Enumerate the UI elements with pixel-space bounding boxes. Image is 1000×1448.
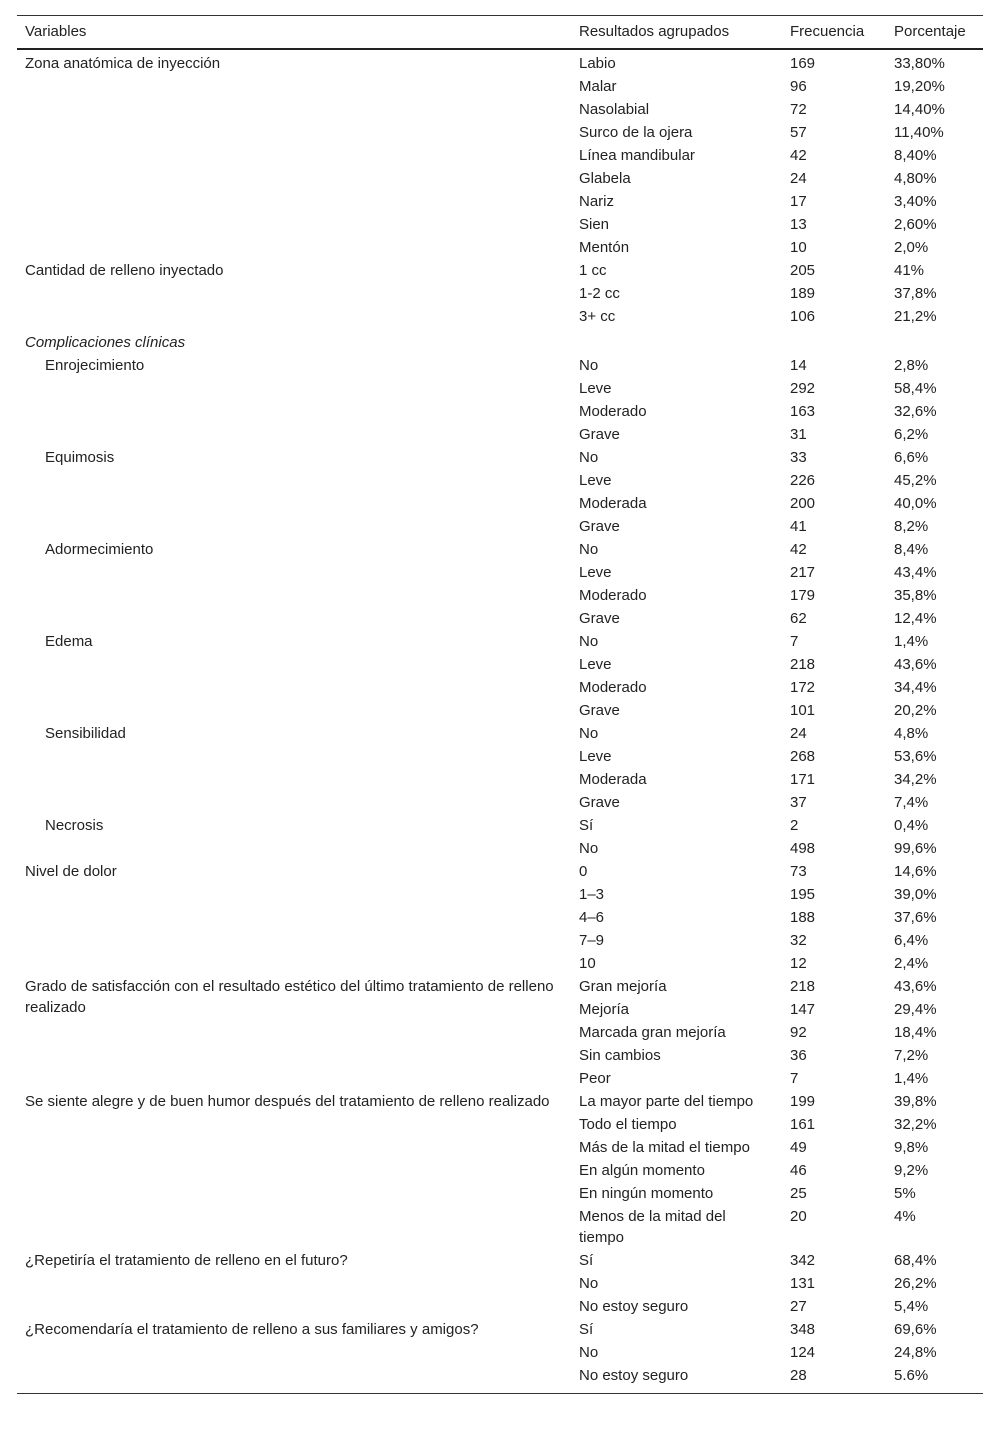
frequency-cell: 199 — [790, 1093, 816, 1110]
header-variables: Variables — [25, 23, 87, 40]
result-cell: Leve — [579, 748, 612, 765]
result-cell: Más de la mitad el tiempo — [579, 1139, 750, 1156]
table-row — [17, 1318, 983, 1341]
percentage-cell: 7,2% — [894, 1047, 929, 1064]
frequency-cell: 169 — [790, 55, 816, 72]
percentage-cell: 32,2% — [894, 1116, 937, 1133]
header-row — [17, 16, 983, 50]
percentage-cell: 9,2% — [894, 1162, 929, 1179]
frequency-cell: 12 — [790, 955, 807, 972]
percentage-cell: 1,4% — [894, 633, 929, 650]
result-cell: No — [579, 633, 599, 650]
frequency-cell: 268 — [790, 748, 816, 765]
frequency-cell: 124 — [790, 1344, 816, 1361]
frequency-cell: 33 — [790, 449, 807, 466]
result-cell: Glabela — [579, 170, 631, 187]
table-row — [17, 49, 983, 75]
result-cell: No — [579, 725, 599, 742]
result-cell: Peor — [579, 1070, 611, 1087]
frequency-cell: 57 — [790, 124, 807, 141]
result-cell: Leve — [579, 564, 612, 581]
result-cell: Mentón — [579, 239, 630, 256]
result-cell: 4–6 — [579, 909, 605, 926]
frequency-cell: 32 — [790, 932, 807, 949]
percentage-cell: 8,2% — [894, 518, 929, 535]
frequency-cell: 163 — [790, 403, 816, 420]
percentage-cell: 5,4% — [894, 1298, 929, 1315]
frequency-cell: 7 — [790, 1070, 799, 1087]
percentage-cell: 37,8% — [894, 285, 937, 302]
frequency-cell: 73 — [790, 863, 807, 880]
empty-cell — [571, 328, 782, 354]
variable-cell: ¿Recomendaría el tratamiento de relleno a sus familiares y amigos? — [25, 1321, 479, 1338]
variable-cell: Se siente alegre y de buen humor después del tratamiento de relleno realizado — [25, 1093, 550, 1110]
frequency-cell: 101 — [790, 702, 816, 719]
variable-cell: Grado de satisfacción con el resultado estético del último tratamiento de relleno realizado — [25, 978, 554, 1016]
frequency-cell: 37 — [790, 794, 807, 811]
table-row — [17, 259, 983, 282]
section-heading: Complicaciones clínicas — [25, 334, 186, 351]
frequency-cell: 42 — [790, 147, 807, 164]
result-cell: Nasolabial — [579, 101, 650, 118]
variable-cell: ¿Repetiría el tratamiento de relleno en el futuro? — [25, 1252, 348, 1269]
frequency-cell: 218 — [790, 656, 816, 673]
result-cell: En ningún momento — [579, 1185, 714, 1202]
frequency-cell: 200 — [790, 495, 816, 512]
percentage-cell: 12,4% — [894, 610, 937, 627]
result-cell: Gran mejoría — [579, 978, 667, 995]
section-heading-row — [17, 328, 983, 354]
table-row — [17, 814, 983, 837]
percentage-cell: 14,40% — [894, 101, 945, 118]
frequency-cell: 14 — [790, 357, 807, 374]
percentage-cell: 3,40% — [894, 193, 937, 210]
result-cell: Grave — [579, 426, 620, 443]
percentage-cell: 0,4% — [894, 817, 929, 834]
frequency-cell: 25 — [790, 1185, 807, 1202]
result-cell: Moderado — [579, 403, 647, 420]
empty-cell — [886, 328, 983, 354]
header-frequency: Frecuencia — [790, 23, 865, 40]
percentage-cell: 6,6% — [894, 449, 929, 466]
variable-cell: Enrojecimiento — [45, 357, 145, 374]
percentage-cell: 2,4% — [894, 955, 929, 972]
frequency-cell: 13 — [790, 216, 807, 233]
frequency-cell: 96 — [790, 78, 807, 95]
frequency-cell: 20 — [790, 1208, 807, 1225]
result-cell: Leve — [579, 380, 612, 397]
percentage-cell: 43,6% — [894, 978, 937, 995]
variable-cell: Sensibilidad — [45, 725, 126, 742]
result-cell: Surco de la ojera — [579, 124, 693, 141]
result-cell: No — [579, 840, 599, 857]
percentage-cell: 33,80% — [894, 55, 945, 72]
table-row — [17, 975, 983, 998]
table-body — [17, 49, 983, 1394]
frequency-cell: 24 — [790, 170, 807, 187]
frequency-cell: 498 — [790, 840, 816, 857]
result-cell: Leve — [579, 472, 612, 489]
data-table-container — [17, 15, 983, 1394]
result-cell: No estoy seguro — [579, 1367, 689, 1384]
frequency-cell: 205 — [790, 262, 816, 279]
frequency-cell: 226 — [790, 472, 816, 489]
percentage-cell: 37,6% — [894, 909, 937, 926]
percentage-cell: 45,2% — [894, 472, 937, 489]
variable-cell: Adormecimiento — [45, 541, 154, 558]
percentage-cell: 9,8% — [894, 1139, 929, 1156]
percentage-cell: 34,2% — [894, 771, 937, 788]
result-cell: La mayor parte del tiempo — [579, 1093, 754, 1110]
frequency-cell: 189 — [790, 285, 816, 302]
result-cell: No — [579, 541, 599, 558]
result-cell: Moderada — [579, 771, 647, 788]
result-cell: Labio — [579, 55, 616, 72]
result-cell: Marcada gran mejoría — [579, 1024, 726, 1041]
result-cell: 7–9 — [579, 932, 605, 949]
result-cell: 1–3 — [579, 886, 605, 903]
percentage-cell: 4,80% — [894, 170, 937, 187]
result-cell: No — [579, 1344, 599, 1361]
percentage-cell: 19,20% — [894, 78, 945, 95]
result-cell: Moderada — [579, 495, 647, 512]
result-cell: 1-2 cc — [579, 285, 620, 302]
result-cell: No — [579, 449, 599, 466]
result-cell: Todo el tiempo — [579, 1116, 677, 1133]
result-cell: 10 — [579, 955, 596, 972]
frequency-cell: 46 — [790, 1162, 807, 1179]
result-cell: Nariz — [579, 193, 615, 210]
percentage-cell: 29,4% — [894, 1001, 937, 1018]
result-cell: 3+ cc — [579, 308, 616, 325]
percentage-cell: 8,40% — [894, 147, 937, 164]
percentage-cell: 18,4% — [894, 1024, 937, 1041]
header-results: Resultados agrupados — [579, 23, 730, 40]
percentage-cell: 2,60% — [894, 216, 937, 233]
frequency-cell: 41 — [790, 518, 807, 535]
frequency-cell: 62 — [790, 610, 807, 627]
frequency-cell: 342 — [790, 1252, 816, 1269]
result-cell: Menos de la mitad del tiempo — [579, 1208, 726, 1246]
frequency-cell: 188 — [790, 909, 816, 926]
frequency-cell: 179 — [790, 587, 816, 604]
frequency-cell: 2 — [790, 817, 799, 834]
percentage-cell: 4% — [894, 1208, 916, 1225]
percentage-cell: 7,4% — [894, 794, 929, 811]
result-cell: Grave — [579, 518, 620, 535]
result-cell: Moderado — [579, 679, 647, 696]
variable-cell: Necrosis — [45, 817, 104, 834]
table-row — [17, 722, 983, 745]
empty-cell — [782, 328, 886, 354]
percentage-cell: 2,8% — [894, 357, 929, 374]
table-row — [17, 860, 983, 883]
result-cell: Sin cambios — [579, 1047, 661, 1064]
percentage-cell: 43,6% — [894, 656, 937, 673]
frequency-cell: 42 — [790, 541, 807, 558]
frequency-cell: 161 — [790, 1116, 816, 1133]
frequency-cell: 348 — [790, 1321, 816, 1338]
percentage-cell: 24,8% — [894, 1344, 937, 1361]
frequency-cell: 106 — [790, 308, 816, 325]
table-row — [17, 1249, 983, 1272]
percentage-cell: 41% — [894, 262, 925, 279]
frequency-cell: 171 — [790, 771, 816, 788]
frequency-cell: 36 — [790, 1047, 807, 1064]
table-row — [17, 630, 983, 653]
header-percentage: Porcentaje — [894, 23, 966, 40]
result-cell: Sien — [579, 216, 610, 233]
frequency-cell: 10 — [790, 239, 807, 256]
frequency-cell: 27 — [790, 1298, 807, 1315]
table-row — [17, 354, 983, 377]
result-cell: En algún momento — [579, 1162, 705, 1179]
results-table — [17, 15, 983, 1394]
result-cell: 0 — [579, 863, 588, 880]
frequency-cell: 17 — [790, 193, 807, 210]
frequency-cell: 131 — [790, 1275, 816, 1292]
percentage-cell: 99,6% — [894, 840, 937, 857]
percentage-cell: 6,2% — [894, 426, 929, 443]
result-cell: Sí — [579, 817, 594, 834]
percentage-cell: 8,4% — [894, 541, 929, 558]
variable-cell: Equimosis — [45, 449, 115, 466]
result-cell: No — [579, 357, 599, 374]
frequency-cell: 172 — [790, 679, 816, 696]
table-row — [17, 446, 983, 469]
percentage-cell: 11,40% — [894, 124, 944, 141]
percentage-cell: 32,6% — [894, 403, 937, 420]
percentage-cell: 1,4% — [894, 1070, 929, 1087]
percentage-cell: 21,2% — [894, 308, 937, 325]
result-cell: Línea mandibular — [579, 147, 695, 164]
result-cell: No — [579, 1275, 599, 1292]
frequency-cell: 92 — [790, 1024, 807, 1041]
result-cell: Malar — [579, 78, 617, 95]
percentage-cell: 68,4% — [894, 1252, 937, 1269]
table-row — [17, 538, 983, 561]
result-cell: Leve — [579, 656, 612, 673]
percentage-cell: 26,2% — [894, 1275, 937, 1292]
result-cell: Grave — [579, 702, 620, 719]
percentage-cell: 14,6% — [894, 863, 937, 880]
result-cell: Mejoría — [579, 1001, 630, 1018]
frequency-cell: 147 — [790, 1001, 816, 1018]
percentage-cell: 58,4% — [894, 380, 937, 397]
percentage-cell: 5.6% — [894, 1367, 929, 1384]
result-cell: Sí — [579, 1252, 594, 1269]
frequency-cell: 217 — [790, 564, 816, 581]
result-cell: Grave — [579, 794, 620, 811]
percentage-cell: 2,0% — [894, 239, 929, 256]
percentage-cell: 35,8% — [894, 587, 937, 604]
frequency-cell: 218 — [790, 978, 816, 995]
frequency-cell: 31 — [790, 426, 807, 443]
frequency-cell: 24 — [790, 725, 807, 742]
table-header — [17, 16, 983, 50]
variable-cell: Cantidad de relleno inyectado — [25, 262, 224, 279]
result-cell: 1 cc — [579, 262, 607, 279]
frequency-cell: 49 — [790, 1139, 807, 1156]
result-cell: Grave — [579, 610, 620, 627]
percentage-cell: 69,6% — [894, 1321, 937, 1338]
result-cell: Sí — [579, 1321, 594, 1338]
variable-cell: Edema — [45, 633, 93, 650]
percentage-cell: 20,2% — [894, 702, 937, 719]
frequency-cell: 72 — [790, 101, 807, 118]
frequency-cell: 7 — [790, 633, 799, 650]
frequency-cell: 28 — [790, 1367, 807, 1384]
variable-cell: Nivel de dolor — [25, 863, 117, 880]
frequency-cell: 292 — [790, 380, 816, 397]
result-cell: No estoy seguro — [579, 1298, 689, 1315]
variable-cell: Zona anatómica de inyección — [25, 55, 221, 72]
percentage-cell: 40,0% — [894, 495, 937, 512]
percentage-cell: 34,4% — [894, 679, 937, 696]
percentage-cell: 53,6% — [894, 748, 937, 765]
frequency-cell: 195 — [790, 886, 816, 903]
percentage-cell: 39,8% — [894, 1093, 937, 1110]
percentage-cell: 39,0% — [894, 886, 937, 903]
result-cell: Moderado — [579, 587, 647, 604]
percentage-cell: 6,4% — [894, 932, 929, 949]
table-row — [17, 1090, 983, 1113]
percentage-cell: 4,8% — [894, 725, 929, 742]
percentage-cell: 5% — [894, 1185, 916, 1202]
percentage-cell: 43,4% — [894, 564, 937, 581]
